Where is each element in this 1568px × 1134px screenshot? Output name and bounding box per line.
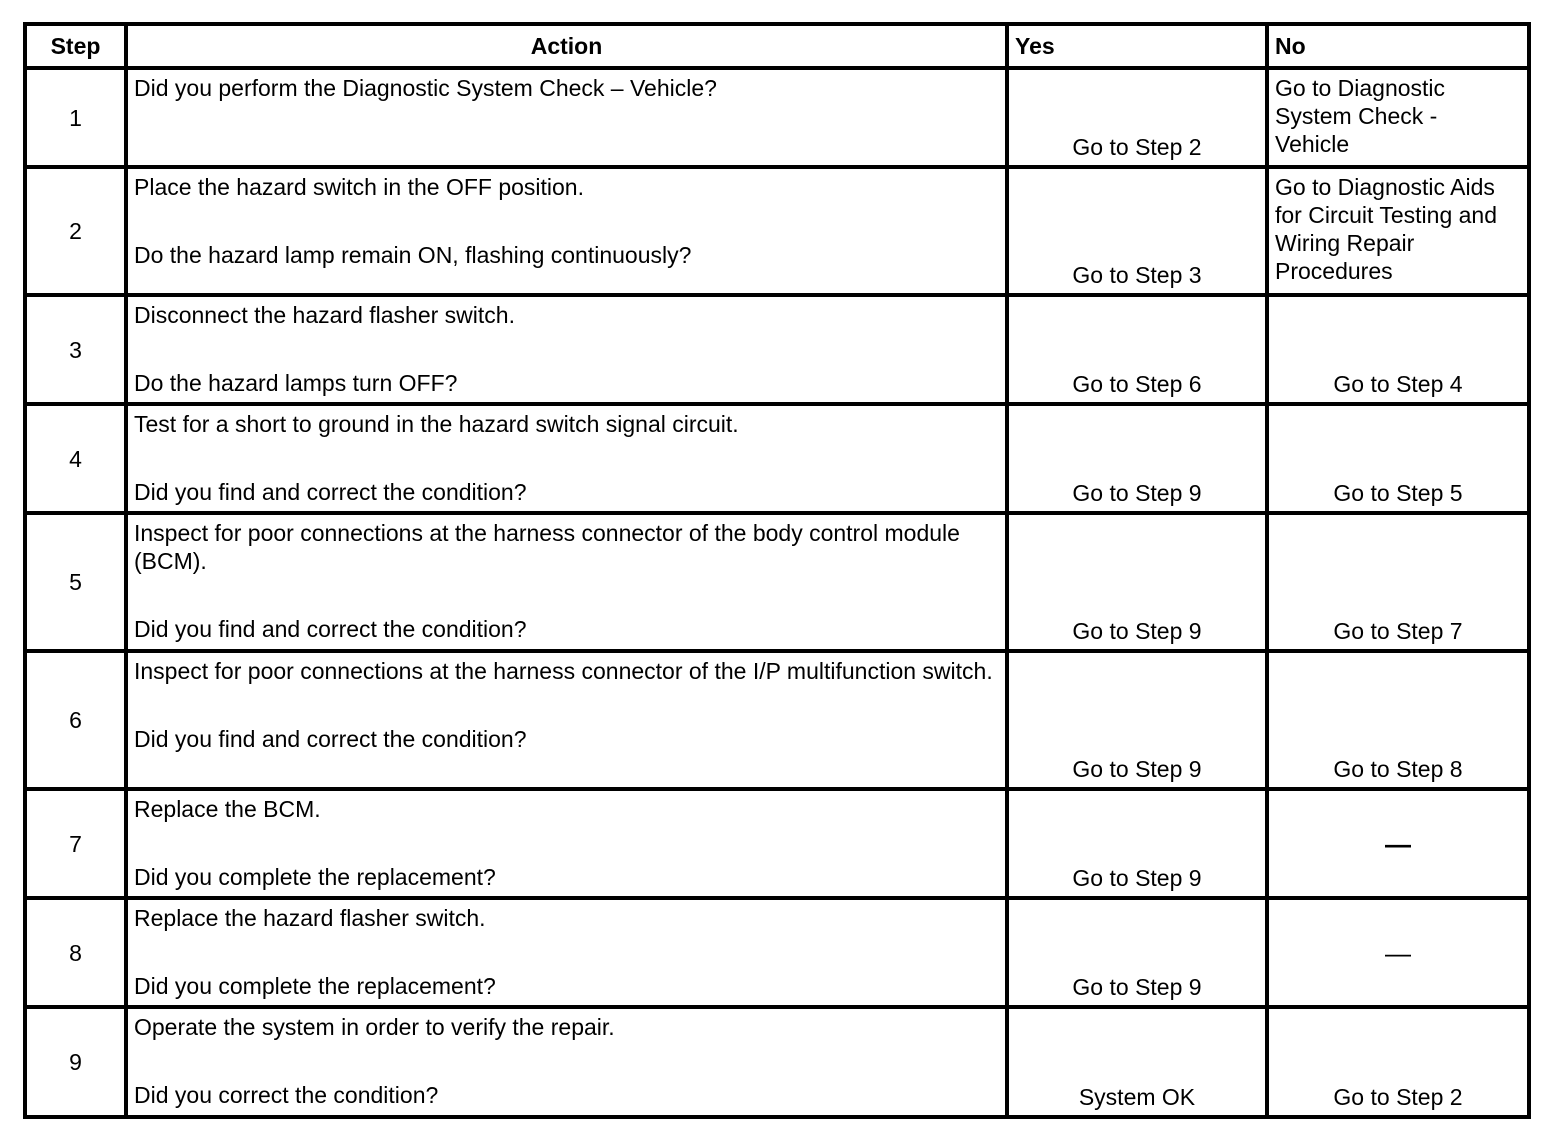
spacer xyxy=(134,685,999,725)
action-text: Replace the hazard flasher switch. xyxy=(134,905,486,931)
action-text: Disconnect the hazard flasher switch. xyxy=(134,302,515,328)
no-cell: Go to Diagnostic Aids for Circuit Testing and Wiring Repair Procedures xyxy=(1267,167,1529,295)
no-cell: Go to Step 4 xyxy=(1267,295,1529,404)
action-text: Inspect for poor connections at the harness connector of the I/P multifunction switch. xyxy=(134,658,993,684)
action-cell xyxy=(126,513,1007,651)
action-text: Operate the system in order to verify the repair. xyxy=(134,1014,615,1040)
spacer xyxy=(134,823,999,863)
action-text: Inspect for poor connections at the harness connector of the body control module (BCM). xyxy=(134,520,960,574)
action-cell xyxy=(126,68,1007,167)
table-row xyxy=(25,295,1529,404)
action-question: Did you correct the condition? xyxy=(134,1082,439,1108)
yes-cell: Go to Step 2 xyxy=(1007,68,1267,167)
step-number: 1 xyxy=(25,68,126,167)
action-cell xyxy=(126,295,1007,404)
yes-cell: Go to Step 3 xyxy=(1007,167,1267,295)
no-cell: Go to Step 7 xyxy=(1267,513,1529,651)
table-row xyxy=(25,68,1529,167)
no-cell: Go to Step 2 xyxy=(1267,1007,1529,1117)
step-number: 8 xyxy=(25,898,126,1007)
spacer xyxy=(134,329,999,369)
yes-cell: System OK xyxy=(1007,1007,1267,1117)
spacer xyxy=(134,201,999,241)
action-question: Did you complete the replacement? xyxy=(134,864,496,890)
spacer xyxy=(134,575,965,615)
header-action: Action xyxy=(126,24,1007,68)
diagnostic-table xyxy=(23,22,1531,1119)
action-cell xyxy=(126,1007,1007,1117)
action-question: Did you find and correct the condition? xyxy=(134,616,527,642)
action-question: Do the hazard lamp remain ON, flashing continuously? xyxy=(134,242,692,268)
step-number: 7 xyxy=(25,789,126,898)
step-number: 6 xyxy=(25,651,126,789)
table-row xyxy=(25,167,1529,295)
spacer xyxy=(134,438,999,478)
action-cell xyxy=(126,898,1007,1007)
step-number: 5 xyxy=(25,513,126,651)
yes-cell: Go to Step 9 xyxy=(1007,513,1267,651)
yes-cell: Go to Step 9 xyxy=(1007,789,1267,898)
spacer xyxy=(134,1041,999,1081)
action-text: Place the hazard switch in the OFF position. xyxy=(134,174,584,200)
no-cell: Go to Step 5 xyxy=(1267,404,1529,513)
action-cell xyxy=(126,404,1007,513)
action-question: Did you complete the replacement? xyxy=(134,973,496,999)
yes-cell: Go to Step 9 xyxy=(1007,898,1267,1007)
no-cell: — xyxy=(1267,789,1529,898)
table-row xyxy=(25,898,1529,1007)
header-yes: Yes xyxy=(1007,24,1267,68)
header-no: No xyxy=(1267,24,1529,68)
no-cell: — xyxy=(1267,898,1529,1007)
table-row xyxy=(25,789,1529,898)
table-row xyxy=(25,1007,1529,1117)
yes-cell: Go to Step 9 xyxy=(1007,651,1267,789)
action-cell xyxy=(126,789,1007,898)
header-step: Step xyxy=(25,24,126,68)
header-row xyxy=(25,24,1529,68)
table-row xyxy=(25,513,1529,651)
yes-cell: Go to Step 6 xyxy=(1007,295,1267,404)
no-cell: Go to Step 8 xyxy=(1267,651,1529,789)
action-text: Did you perform the Diagnostic System Check – Vehicle? xyxy=(134,75,717,101)
action-text: Test for a short to ground in the hazard switch signal circuit. xyxy=(134,411,739,437)
table-row xyxy=(25,404,1529,513)
step-number: 3 xyxy=(25,295,126,404)
step-number: 4 xyxy=(25,404,126,513)
action-question: Did you find and correct the condition? xyxy=(134,479,527,505)
table-row xyxy=(25,651,1529,789)
action-cell xyxy=(126,651,1007,789)
action-text: Replace the BCM. xyxy=(134,796,321,822)
spacer xyxy=(134,932,999,972)
step-number: 9 xyxy=(25,1007,126,1117)
action-question: Do the hazard lamps turn OFF? xyxy=(134,370,458,396)
no-cell: Go to Diagnostic System Check - Vehicle xyxy=(1267,68,1529,167)
step-number: 2 xyxy=(25,167,126,295)
yes-cell: Go to Step 9 xyxy=(1007,404,1267,513)
action-question: Did you find and correct the condition? xyxy=(134,726,527,752)
action-cell xyxy=(126,167,1007,295)
